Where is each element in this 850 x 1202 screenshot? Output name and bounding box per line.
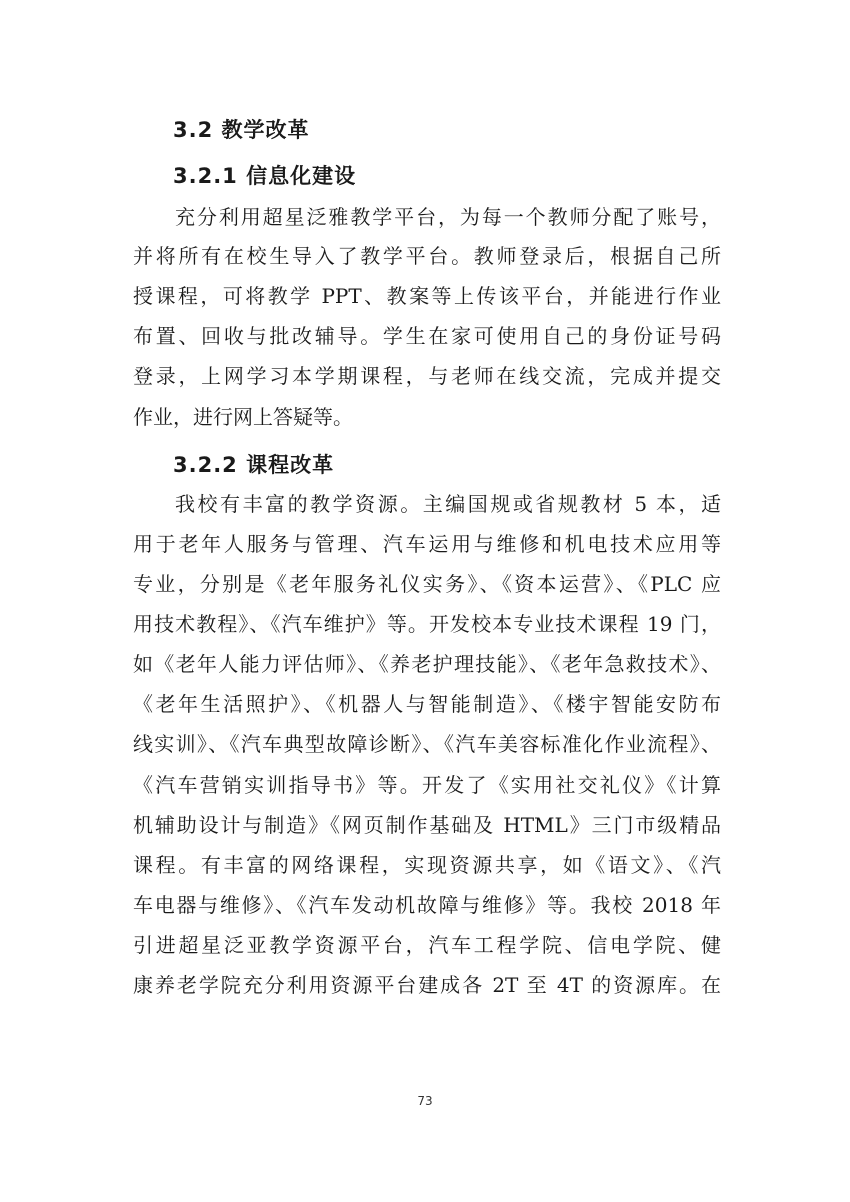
paragraph-line: 充分利用超星泛雅教学平台，为每一个教师分配了账号， (175, 205, 721, 229)
paragraph-line: 布置、回收与批改辅导。学生在家可使用自己的身份证号码 (133, 324, 721, 348)
subsection-heading-curriculum: 3.2.2 课程改革 (173, 453, 335, 477)
paragraph-line: 《老年生活照护》、《机器人与智能制造》、《楼宇智能安防布 (133, 692, 721, 716)
paragraph-line: 如《老年人能力评估师》、《养老护理技能》、《老年急救技术》、 (133, 652, 721, 676)
paragraph-line: 登录，上网学习本学期课程，与老师在线交流，完成并提交 (133, 364, 721, 388)
section-heading: 3.2 教学改革 (173, 118, 310, 142)
paragraph-line: 引进超星泛亚教学资源平台，汽车工程学院、信电学院、健 (133, 933, 721, 957)
paragraph-line: 车电器与维修》、《汽车发动机故障与维修》等。我校 2018 年 (133, 893, 721, 917)
subsection-heading-informatization: 3.2.1 信息化建设 (173, 164, 357, 188)
page-number: 73 (417, 1094, 433, 1108)
paragraph-line: 线实训》、《汽车典型故障诊断》、《汽车美容标准化作业流程》、 (133, 732, 721, 756)
paragraph-line: 授课程，可将教学 PPT、教案等上传该平台，并能进行作业 (133, 284, 721, 308)
paragraph-line: 用技术教程》、《汽车维护》等。开发校本专业技术课程 19 门， (133, 612, 721, 636)
paragraph-line: 作业，进行网上答疑等。 (133, 405, 353, 429)
paragraph-line: 《汽车营销实训指导书》等。开发了《实用社交礼仪》《计算 (133, 773, 721, 797)
paragraph-line: 康养老学院充分利用资源平台建成各 2T 至 4T 的资源库。在 (133, 973, 721, 997)
paragraph-line: 用于老年人服务与管理、汽车运用与维修和机电技术应用等 (133, 532, 721, 556)
paragraph-line: 专业，分别是《老年服务礼仪实务》、《资本运营》、《PLC 应 (133, 572, 721, 596)
paragraph-line: 机辅助设计与制造》《网页制作基础及 HTML》三门市级精品 (133, 813, 721, 837)
paragraph-line: 并将所有在校生导入了教学平台。教师登录后，根据自己所 (133, 244, 721, 268)
paragraph-line: 课程。有丰富的网络课程，实现资源共享，如《语文》、《汽 (133, 853, 721, 877)
paragraph-line: 我校有丰富的教学资源。主编国规或省规教材 5 本，适 (175, 492, 721, 516)
